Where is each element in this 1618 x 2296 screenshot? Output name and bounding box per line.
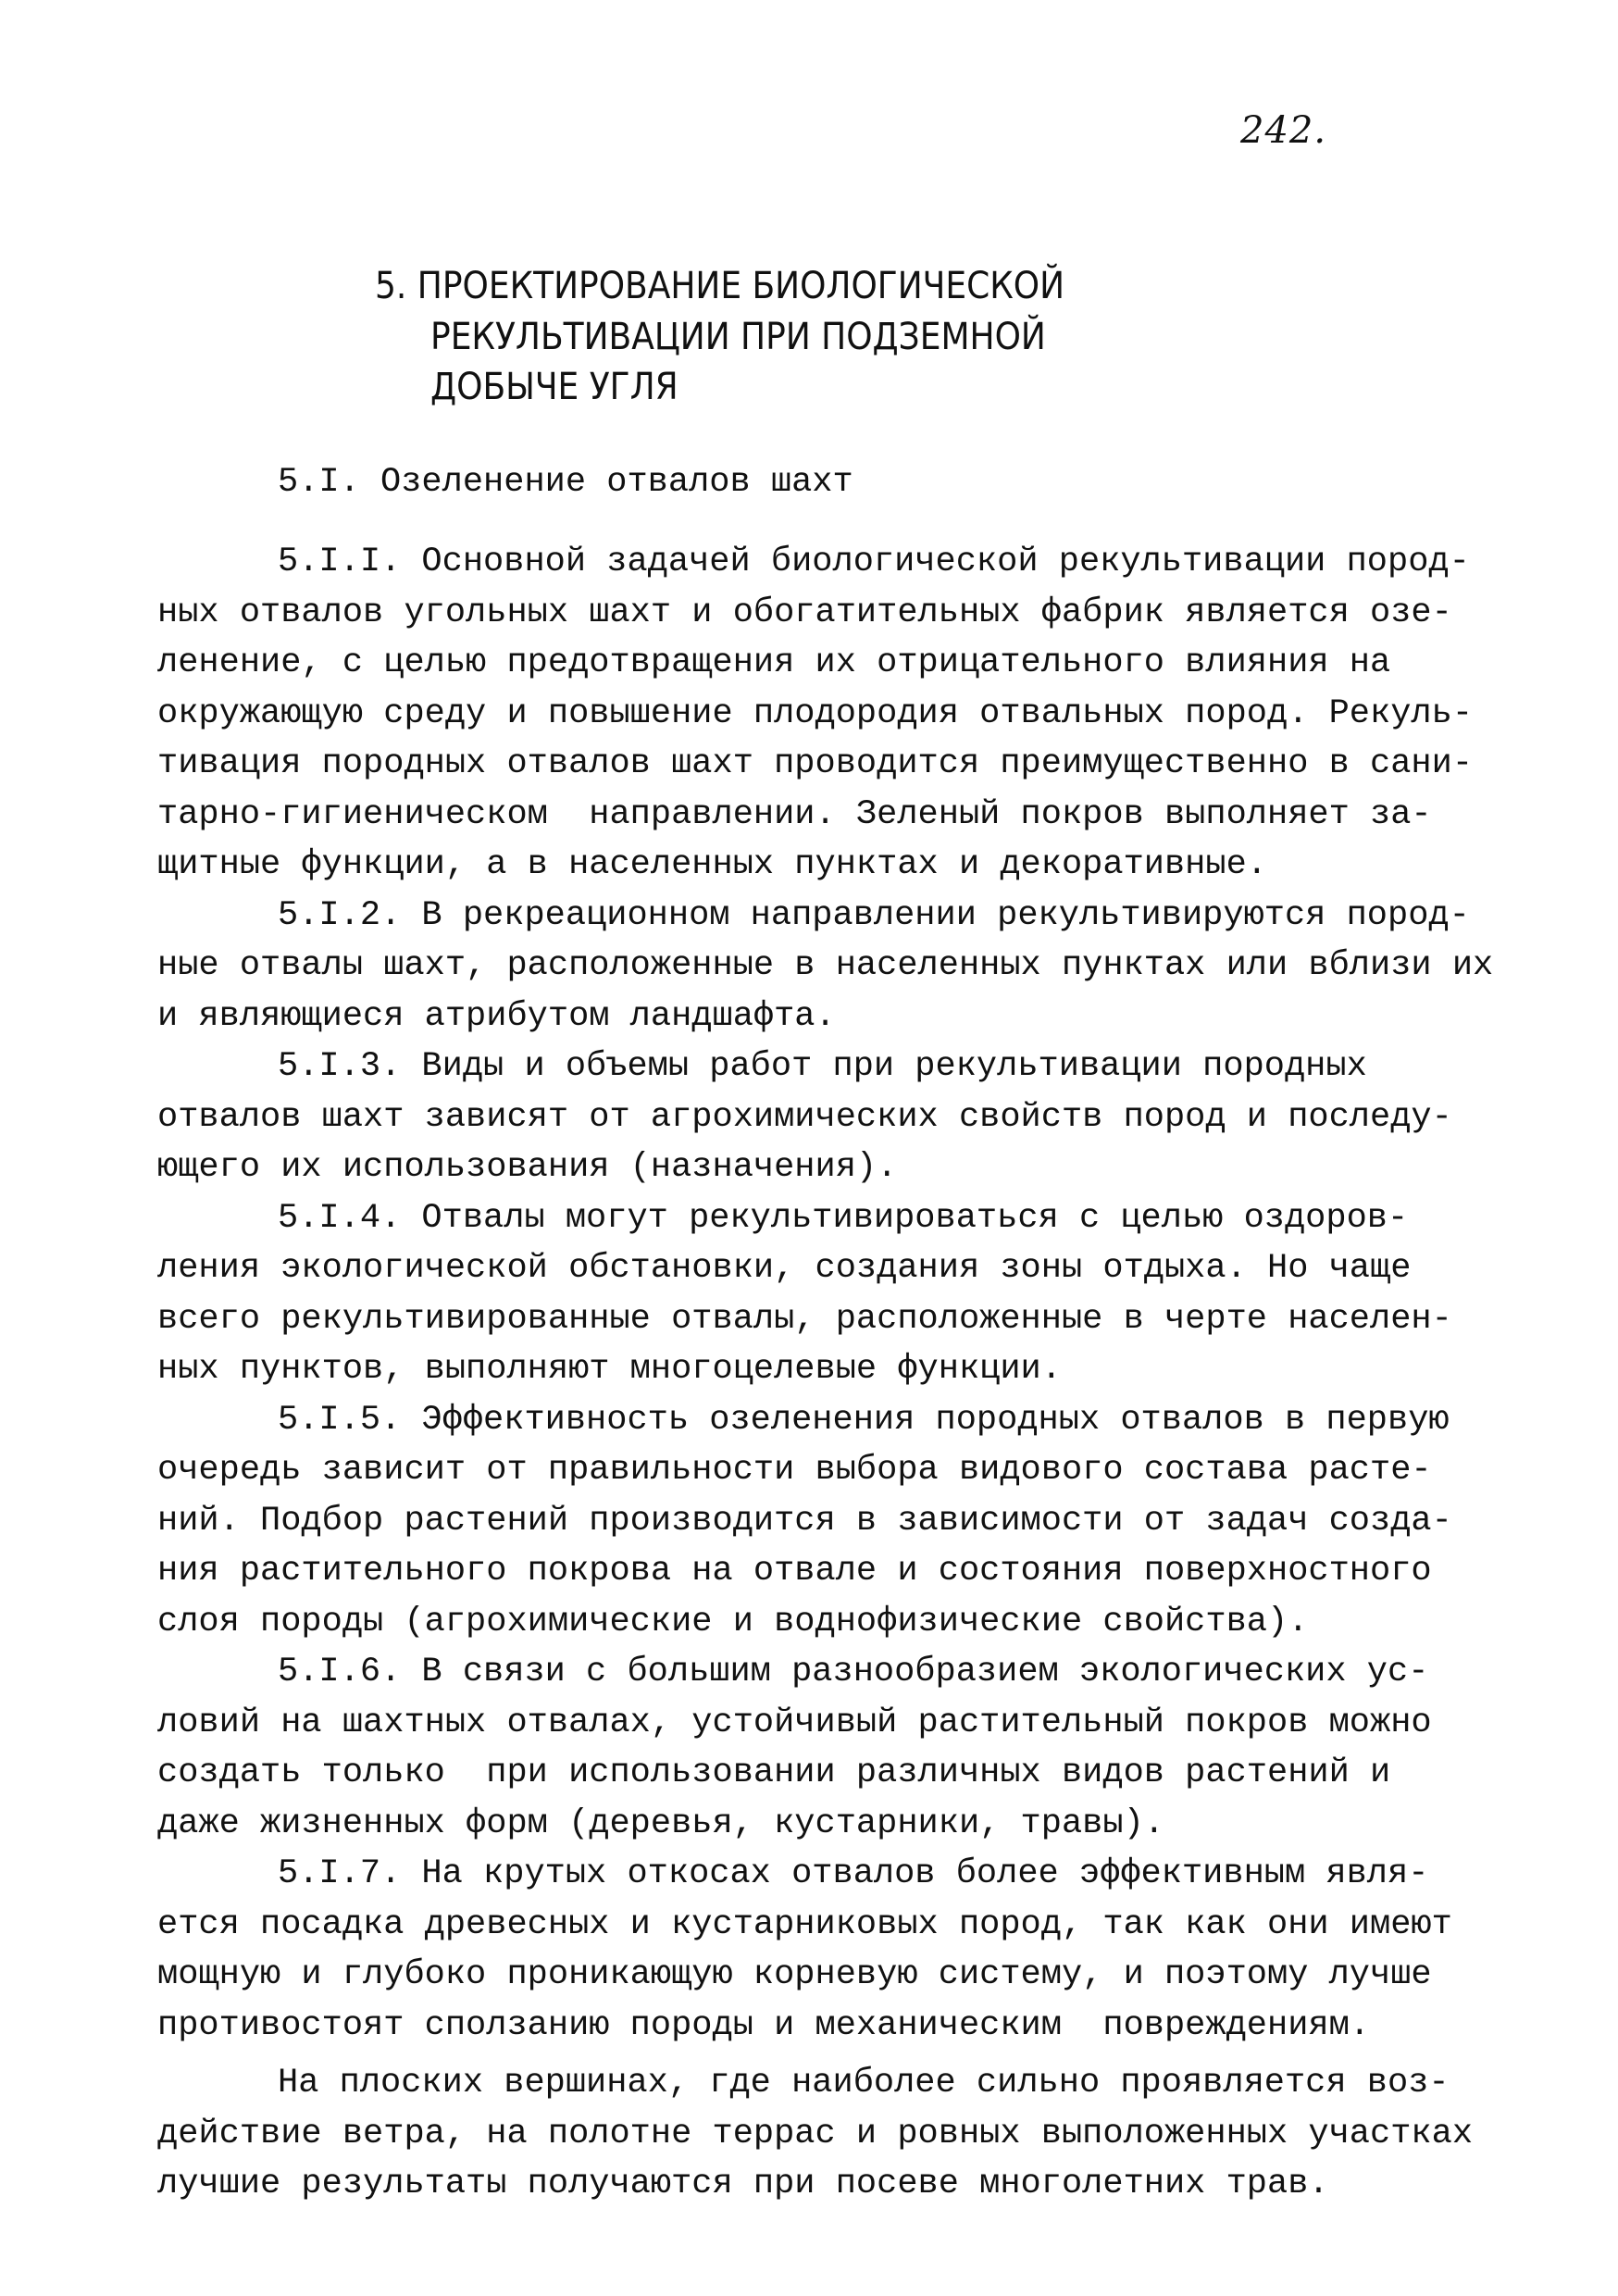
paragraph-5-1-7-continued <box>157 2058 1481 2210</box>
text-line: мощную и глубоко проникающую корневую систему, и поэтому лучше <box>157 1955 1432 1994</box>
paragraph-5-1-7 <box>157 1849 1481 2051</box>
chapter-title-line-2: РЕКУЛЬТИВАЦИИ ПРИ ПОДЗЕМНОЙ <box>430 315 1046 358</box>
text-line: лучшие результаты получаются при посеве многолетних трав. <box>157 2165 1329 2203</box>
text-line: даже жизненных форм (деревья, кустарники, травы). <box>157 1803 1164 1843</box>
text-line: окружающую среду и повышение плодородия отвальных пород. Рекуль- <box>157 693 1474 733</box>
text-line: 5.I.6. В связи с большим разнообразием экологических ус- <box>278 1653 1429 1691</box>
text-line: ления экологической обстановки, создания зоны отдыха. Но чаще <box>157 1249 1412 1288</box>
text-line: тарно-гигиеническом направлении. Зеленый покров выполняет за- <box>157 794 1432 834</box>
text-line: 5.I.4. Отвалы могут рекультивироваться с целью оздоров- <box>278 1198 1409 1238</box>
text-line: отвалов шахт зависят от агрохимических свойств пород и последу- <box>157 1097 1452 1137</box>
text-line: 5.I.I. Основной задачей биологической рекультивации пород- <box>278 543 1470 581</box>
paragraph-5-1-2 <box>157 891 1494 1042</box>
text-line: ных отвалов угольных шахт и обогатительных фабрик является озе- <box>157 593 1452 632</box>
text-line: действие ветра, на полотне террас и ровных выположенных участках <box>157 2114 1474 2153</box>
text-line: ленение, с целью предотвращения их отрицательного влияния на <box>157 643 1391 682</box>
section-title: 5.I. Озеленение отвалов шахт <box>278 463 853 502</box>
text-line: и являющиеся атрибутом ландшафта. <box>157 996 836 1036</box>
text-line: 5.I.3. Виды и объемы работ при рекультивации породных <box>278 1047 1367 1086</box>
text-line: На плоских вершинах, где наиболее сильно проявляется воз- <box>278 2064 1450 2103</box>
chapter-title <box>375 261 1064 413</box>
text-line: ловий на шахтных отвалах, устойчивый растительный покров можно <box>157 1703 1432 1742</box>
text-line: ные отвалы шахт, расположенные в населенных пунктах или вблизи их <box>157 946 1494 985</box>
paragraph-gap <box>157 2051 1481 2058</box>
paragraph-5-1-3 <box>157 1042 1481 1193</box>
text-line: тивация породных отвалов шахт проводится преимущественно в сани- <box>157 744 1474 783</box>
page-number: 242. <box>1240 109 1327 152</box>
paragraph-5-1-4 <box>157 1193 1481 1395</box>
text-line: ния растительного покрова на отвале и состояния поверхностного <box>157 1552 1432 1591</box>
text-line: щитные функции, а в населенных пунктах и декоративные. <box>157 845 1267 884</box>
paragraph-5-1-6 <box>157 1647 1481 1849</box>
text-line: 5.I.7. На крутых откосах отвалов более эффективным явля- <box>278 1854 1429 1893</box>
text-line: ющего их использования (назначения). <box>157 1148 898 1187</box>
text-line: ний. Подбор растений производится в зависимости от задач созда- <box>157 1501 1452 1541</box>
text-line: 5.I.5. Эффективность озеленения породных отвалов в первую <box>278 1400 1450 1440</box>
body-text <box>157 537 1494 2210</box>
text-line: 5.I.2. В рекреационном направлении рекультивируются пород- <box>278 895 1470 935</box>
paragraph-5-1-1 <box>157 537 1481 891</box>
text-line: очередь зависит от правильности выбора видового состава расте- <box>157 1451 1432 1490</box>
text-line: ных пунктов, выполняют многоцелевые функции. <box>157 1350 1062 1389</box>
chapter-title-line-1 <box>375 261 1064 312</box>
text-line: ется посадка древесных и кустарниковых пород, так как они имеют <box>157 1904 1452 1944</box>
chapter-number: 5. <box>375 265 407 307</box>
text-line: всего рекультивированные отвалы, расположенные в черте населен- <box>157 1299 1452 1339</box>
chapter-title-line-3: ДОБЫЧЕ УГЛЯ <box>430 366 678 408</box>
paragraph-5-1-5 <box>157 1395 1481 1648</box>
text-line: слоя породы (агрохимические и воднофизические свойства). <box>157 1602 1309 1641</box>
text-line: противостоят сползанию породы и механическим повреждениям. <box>157 2005 1371 2045</box>
chapter-title-text-1: ПРОЕКТИРОВАНИЕ БИОЛОГИЧЕСКОЙ <box>417 265 1064 307</box>
text-line: создать только при использовании различных видов растений и <box>157 1753 1391 1792</box>
